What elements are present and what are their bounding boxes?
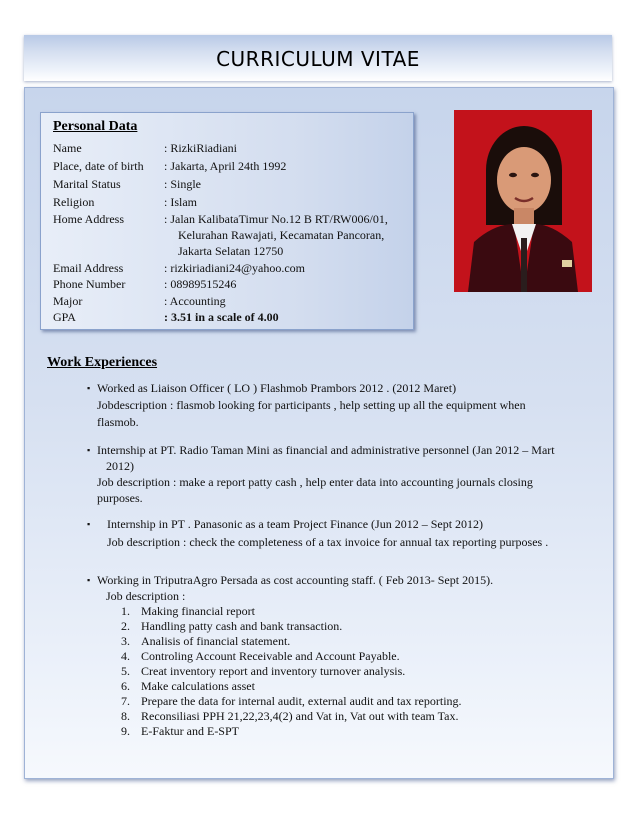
task-number: 2. xyxy=(121,619,130,633)
work-item-4-title: Working in TriputraAgro Persada as cost accounting staff. ( Feb 2013- Sept 2015). xyxy=(97,573,494,587)
task-number: 9. xyxy=(121,724,130,738)
task-number: 7. xyxy=(121,694,130,708)
row-value: : rizkiriadiani24@yahoo.com xyxy=(164,261,306,275)
address-line-3: Jakarta Selatan 12750 xyxy=(178,244,284,258)
task-item: Creat inventory report and inventory turnover analysis. xyxy=(141,664,406,678)
task-number: 1. xyxy=(121,604,130,618)
row-value: : 3.51 in a scale of 4.00 xyxy=(164,310,279,324)
row-value: : Single xyxy=(164,177,202,191)
task-number: 6. xyxy=(121,679,130,693)
row-value: : Islam xyxy=(164,195,197,209)
task-item: Handling patty cash and bank transaction. xyxy=(141,619,343,633)
row-label: Email Address xyxy=(53,261,124,275)
work-item-1-desc: Jobdescription : flasmob looking for participants , help setting up all the equipment when xyxy=(97,398,526,412)
row-value: : Accounting xyxy=(164,294,226,308)
task-number: 8. xyxy=(121,709,130,723)
row-label: Religion xyxy=(53,195,95,209)
work-item-1-title: Worked as Liaison Officer ( LO ) Flashmob Prambors 2012 . (2012 Maret) xyxy=(97,381,457,395)
task-item: Make calculations asset xyxy=(141,679,255,693)
work-item-1-desc-cont: flasmob. xyxy=(97,415,139,429)
work-item-3-title: Internship in PT . Panasonic as a team Project Finance (Jun 2012 – Sept 2012) xyxy=(107,517,484,531)
task-item: Analisis of financial statement. xyxy=(141,634,291,648)
task-item: Making financial report xyxy=(141,604,255,618)
row-value: : 08989515246 xyxy=(164,277,237,291)
personal-data-heading: Personal Data xyxy=(53,119,138,134)
work-item-2-desc-cont: purposes. xyxy=(97,491,143,505)
address-line-2: Kelurahan Rawajati, Kecamatan Pancoran, xyxy=(178,228,385,242)
title-banner xyxy=(24,35,612,81)
task-item: E-Faktur and E-SPT xyxy=(141,724,239,738)
row-value: : Jalan KalibataTimur No.12 B RT/RW006/01, xyxy=(164,212,388,226)
work-experiences-heading: Work Experiences xyxy=(47,355,158,370)
row-label: Major xyxy=(53,294,83,308)
row-value: : Jakarta, April 24th 1992 xyxy=(164,159,287,173)
row-label: GPA xyxy=(53,310,76,324)
portrait-illustration xyxy=(454,110,592,292)
row-label: Phone Number xyxy=(53,277,126,291)
bullet-icon: ▪ xyxy=(87,445,91,455)
task-item: Prepare the data for internal audit, external audit and tax reporting. xyxy=(141,694,462,708)
bullet-icon: ▪ xyxy=(87,519,91,529)
row-label: Marital Status xyxy=(53,177,121,191)
work-item-4-desc: Job description : xyxy=(106,589,186,603)
task-item: Controling Account Receivable and Account Payable. xyxy=(141,649,400,663)
profile-photo xyxy=(454,110,592,292)
row-value: : RizkiRiadiani xyxy=(164,141,237,155)
work-item-3-desc: Job description : check the completeness of a tax invoice for annual tax reporting purposes . xyxy=(107,535,549,549)
task-number: 4. xyxy=(121,649,130,663)
row-label: Place, date of birth xyxy=(53,159,144,173)
work-item-2-title-cont: 2012) xyxy=(106,459,134,473)
work-item-2-desc: Job description : make a report patty cash , help enter data into accounting journals closing xyxy=(97,475,533,489)
page-title: CURRICULUM VITAE xyxy=(216,47,420,71)
bullet-icon: ▪ xyxy=(87,575,91,585)
row-label: Name xyxy=(53,141,82,155)
task-item: Reconsiliasi PPH 21,22,23,4(2) and Vat in, Vat out with team Tax. xyxy=(141,709,459,723)
task-number: 5. xyxy=(121,664,130,678)
work-item-2-title: Internship at PT. Radio Taman Mini as financial and administrative personnel (Jan 2012 – Mart xyxy=(97,443,555,457)
task-number: 3. xyxy=(121,634,130,648)
row-label: Home Address xyxy=(53,212,124,226)
bullet-icon: ▪ xyxy=(87,383,91,393)
